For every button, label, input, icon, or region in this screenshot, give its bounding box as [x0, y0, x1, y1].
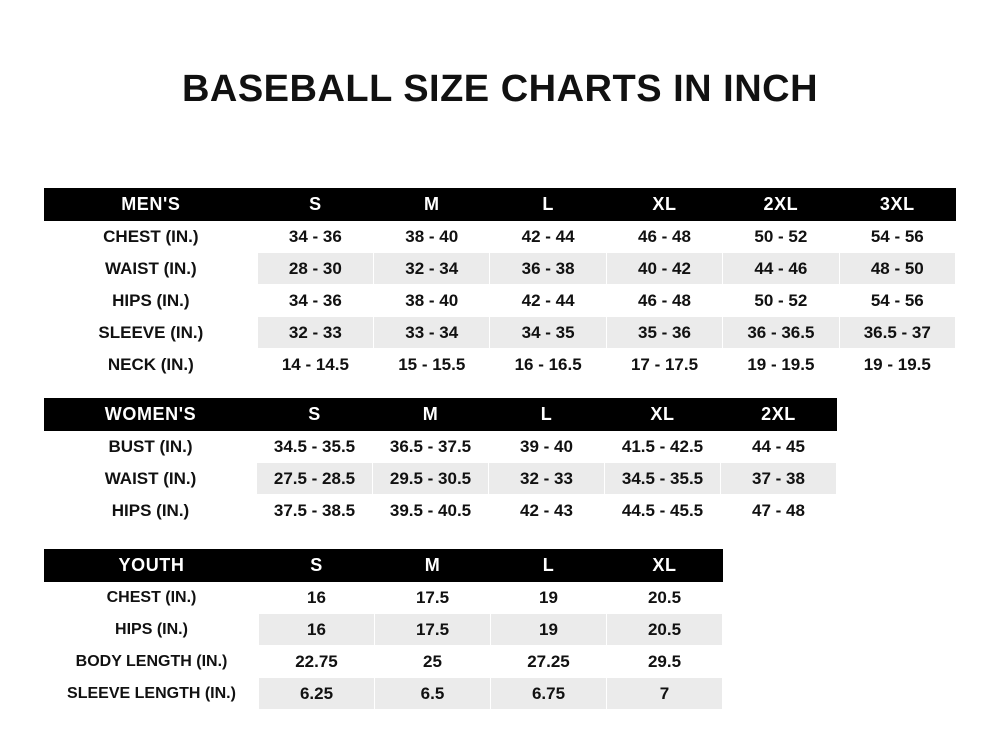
table-cell: 28 - 30 [257, 253, 373, 285]
table-cell: 50 - 52 [723, 221, 839, 253]
table-row [45, 495, 837, 527]
table-cell: 32 - 33 [257, 317, 373, 349]
table-cell: 37.5 - 38.5 [257, 495, 373, 527]
table-row [45, 678, 723, 710]
table-cell: 19 [491, 614, 607, 646]
table-row [45, 646, 723, 678]
mens-table-head [45, 189, 956, 221]
mens-header-category: MEN'S [45, 189, 258, 221]
table-header-row [45, 550, 723, 582]
table-cell: 54 - 56 [839, 285, 955, 317]
table-cell: 46 - 48 [606, 285, 722, 317]
table-cell: 25 [375, 646, 491, 678]
table-cell: 47 - 48 [721, 495, 837, 527]
mens-table-body [45, 221, 956, 381]
table-cell: 6.25 [259, 678, 375, 710]
table-cell: 17.5 [375, 582, 491, 614]
mens-header-l: L [490, 189, 606, 221]
table-cell: 29.5 - 30.5 [373, 463, 489, 495]
row-label: HIPS (IN.) [45, 285, 258, 317]
mens-header-3xl: 3XL [839, 189, 955, 221]
youth-header-m: M [375, 550, 491, 582]
table-cell: 16 [259, 582, 375, 614]
table-cell: 36 - 38 [490, 253, 606, 285]
youth-size-table [44, 549, 723, 710]
table-cell: 32 - 34 [374, 253, 490, 285]
table-cell: 36.5 - 37 [839, 317, 955, 349]
youth-header-category: YOUTH [45, 550, 259, 582]
table-cell: 22.75 [259, 646, 375, 678]
youth-header-xl: XL [607, 550, 723, 582]
table-cell: 46 - 48 [606, 221, 722, 253]
table-cell: 41.5 - 42.5 [605, 431, 721, 463]
table-row [45, 582, 723, 614]
table-row [45, 317, 956, 349]
mens-header-s: S [257, 189, 373, 221]
table-row [45, 431, 837, 463]
row-label: CHEST (IN.) [45, 582, 259, 614]
youth-header-l: L [491, 550, 607, 582]
table-cell: 34.5 - 35.5 [257, 431, 373, 463]
table-cell: 50 - 52 [723, 285, 839, 317]
table-cell: 17.5 [375, 614, 491, 646]
table-cell: 34 - 36 [257, 221, 373, 253]
table-cell: 17 - 17.5 [606, 349, 722, 381]
youth-table-body [45, 582, 723, 710]
table-header-row [45, 189, 956, 221]
table-cell: 44 - 46 [723, 253, 839, 285]
table-cell: 32 - 33 [489, 463, 605, 495]
table-row [45, 463, 837, 495]
womens-table-head [45, 399, 837, 431]
table-cell: 6.5 [375, 678, 491, 710]
table-cell: 34 - 35 [490, 317, 606, 349]
table-cell: 42 - 44 [490, 285, 606, 317]
table-cell: 38 - 40 [374, 285, 490, 317]
table-cell: 16 - 16.5 [490, 349, 606, 381]
womens-header-m: M [373, 399, 489, 431]
table-row [45, 614, 723, 646]
row-label: BODY LENGTH (IN.) [45, 646, 259, 678]
mens-header-xl: XL [606, 189, 722, 221]
row-label: WAIST (IN.) [45, 253, 258, 285]
table-cell: 27.5 - 28.5 [257, 463, 373, 495]
table-cell: 38 - 40 [374, 221, 490, 253]
table-row [45, 221, 956, 253]
table-cell: 39.5 - 40.5 [373, 495, 489, 527]
row-label: BUST (IN.) [45, 431, 257, 463]
table-row [45, 349, 956, 381]
table-cell: 54 - 56 [839, 221, 955, 253]
table-cell: 14 - 14.5 [257, 349, 373, 381]
womens-header-xl: XL [605, 399, 721, 431]
row-label: SLEEVE (IN.) [45, 317, 258, 349]
mens-header-2xl: 2XL [723, 189, 839, 221]
youth-table-head [45, 550, 723, 582]
youth-header-s: S [259, 550, 375, 582]
table-cell: 19 [491, 582, 607, 614]
table-cell: 42 - 43 [489, 495, 605, 527]
table-cell: 19 - 19.5 [839, 349, 955, 381]
table-cell: 6.75 [491, 678, 607, 710]
table-cell: 39 - 40 [489, 431, 605, 463]
row-label: CHEST (IN.) [45, 221, 258, 253]
table-cell: 42 - 44 [490, 221, 606, 253]
womens-header-s: S [257, 399, 373, 431]
table-cell: 20.5 [607, 582, 723, 614]
table-header-row [45, 399, 837, 431]
womens-header-category: WOMEN'S [45, 399, 257, 431]
table-cell: 27.25 [491, 646, 607, 678]
table-cell: 15 - 15.5 [374, 349, 490, 381]
table-cell: 40 - 42 [606, 253, 722, 285]
row-label: WAIST (IN.) [45, 463, 257, 495]
mens-size-table [44, 188, 956, 381]
table-cell: 7 [607, 678, 723, 710]
womens-table-body [45, 431, 837, 527]
table-cell: 16 [259, 614, 375, 646]
table-cell: 29.5 [607, 646, 723, 678]
table-row [45, 253, 956, 285]
table-cell: 44 - 45 [721, 431, 837, 463]
table-cell: 33 - 34 [374, 317, 490, 349]
table-cell: 36.5 - 37.5 [373, 431, 489, 463]
table-cell: 37 - 38 [721, 463, 837, 495]
table-cell: 35 - 36 [606, 317, 722, 349]
table-cell: 34.5 - 35.5 [605, 463, 721, 495]
row-label: NECK (IN.) [45, 349, 258, 381]
table-cell: 44.5 - 45.5 [605, 495, 721, 527]
womens-header-l: L [489, 399, 605, 431]
table-row [45, 285, 956, 317]
mens-header-m: M [374, 189, 490, 221]
table-cell: 48 - 50 [839, 253, 955, 285]
row-label: HIPS (IN.) [45, 614, 259, 646]
row-label: SLEEVE LENGTH (IN.) [45, 678, 259, 710]
table-cell: 34 - 36 [257, 285, 373, 317]
table-cell: 36 - 36.5 [723, 317, 839, 349]
row-label: HIPS (IN.) [45, 495, 257, 527]
womens-size-table [44, 398, 837, 527]
table-cell: 20.5 [607, 614, 723, 646]
womens-header-2xl: 2XL [721, 399, 837, 431]
table-cell: 19 - 19.5 [723, 349, 839, 381]
page-title: BASEBALL SIZE CHARTS IN INCH [181, 68, 819, 110]
